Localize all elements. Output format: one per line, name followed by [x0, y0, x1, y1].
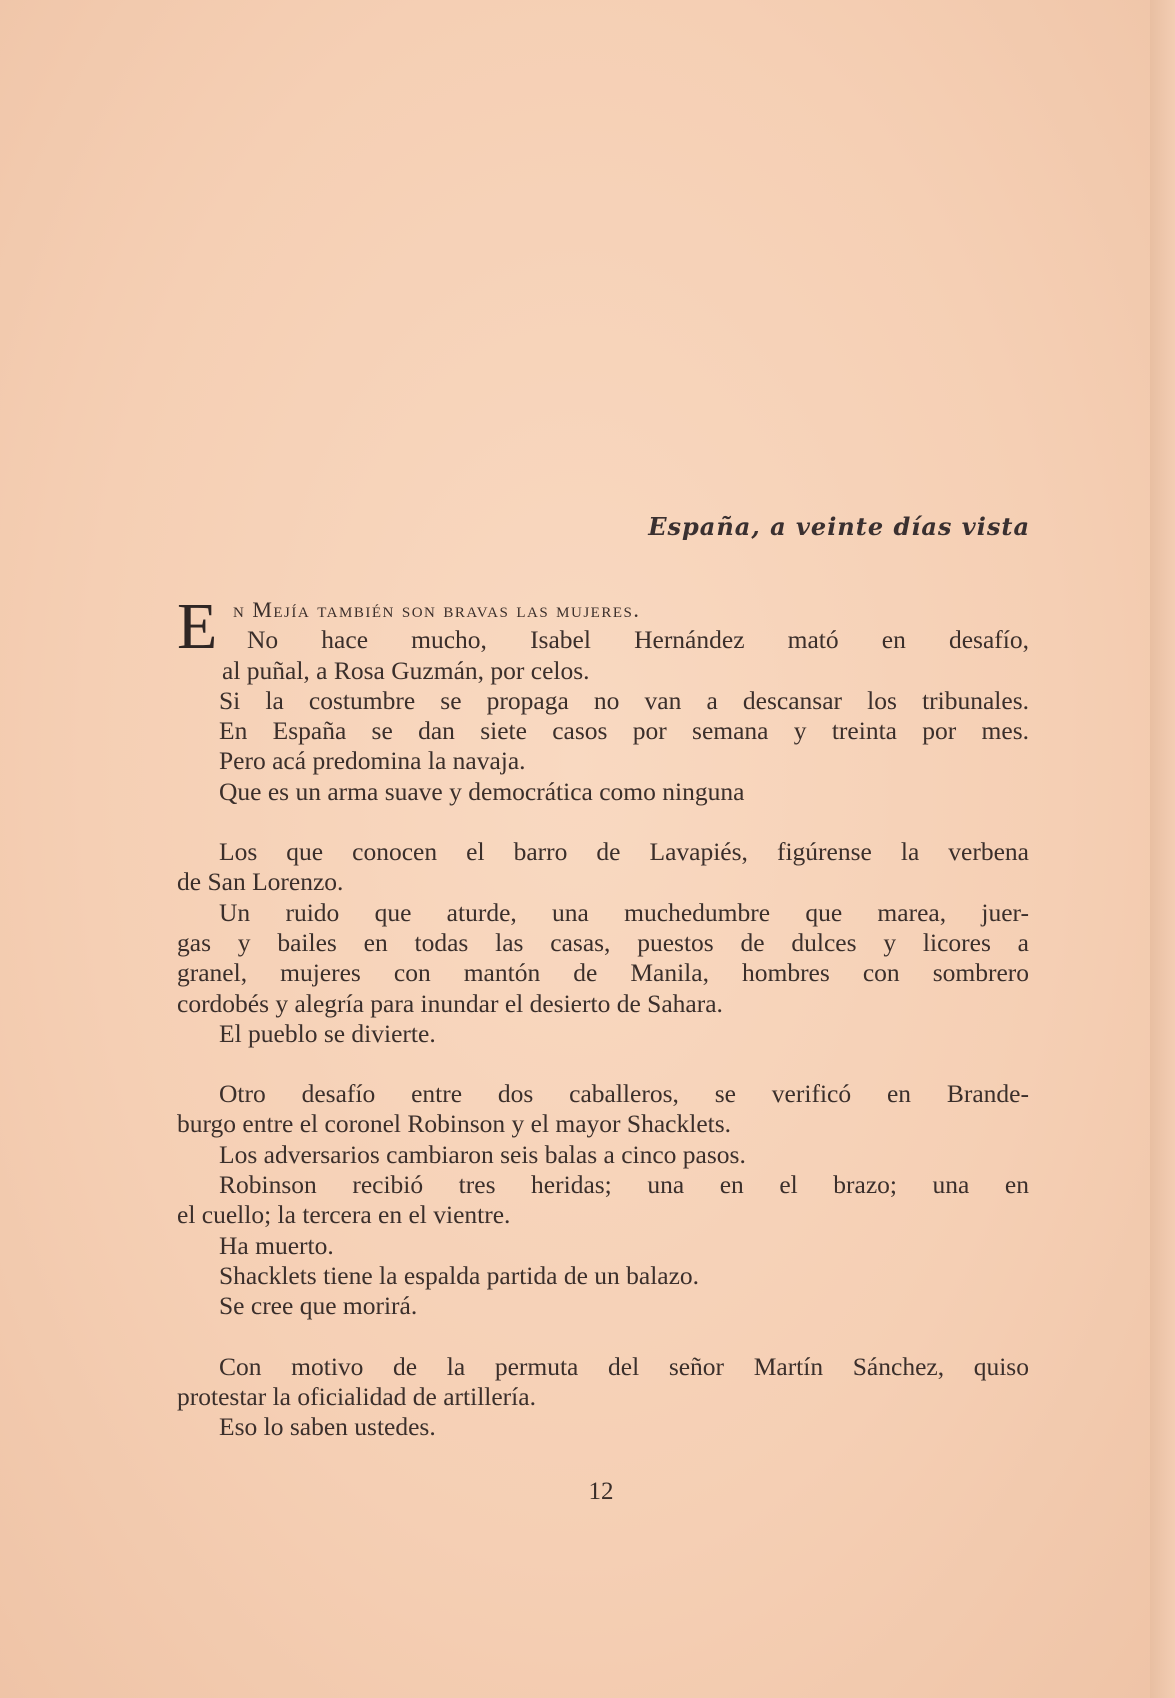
drop-cap: E	[177, 590, 218, 663]
paragraph-gap	[177, 807, 1029, 837]
text-line: En España se dan siete casos por semana y treinta por mes.	[219, 716, 1029, 746]
running-head: España, a veinte días vista	[648, 512, 1030, 541]
text-line: gas y bailes en todas las casas, puestos de dulces y licores a	[177, 927, 1029, 957]
text-line: Los adversarios cambiaron seis balas a cinco pasos.	[219, 1139, 746, 1169]
text-line: Pero acá predomina la navaja.	[219, 746, 526, 776]
text-line: al puñal, a Rosa Guzmán, por celos.	[222, 655, 590, 685]
body-text	[177, 590, 1029, 1442]
paragraph-gap	[177, 1049, 1029, 1079]
text-line: Con motivo de la permuta del señor Martín Sánchez, quiso	[219, 1351, 1029, 1381]
text-line: protestar la oficialidad de artillería.	[177, 1381, 536, 1411]
page-edge	[1150, 0, 1175, 1698]
text-line: Que es un arma suave y democrática como ninguna	[219, 776, 745, 806]
text-line: granel, mujeres con mantón de Manila, hombres con sombrero	[177, 958, 1029, 988]
text-line: n Mejía también son bravas las mujeres.	[233, 597, 641, 622]
text-line: Ha muerto.	[219, 1230, 334, 1260]
text-line: cordobés y alegría para inundar el desierto de Sahara.	[177, 988, 723, 1018]
page-number: 12	[588, 1478, 614, 1505]
text-line: Robinson recibió tres heridas; una en el brazo; una en	[219, 1170, 1029, 1200]
text-line: de San Lorenzo.	[177, 867, 344, 897]
text-line: el cuello; la tercera en el vientre.	[177, 1200, 511, 1230]
text-line: Otro desafío entre dos caballeros, se verificó en Brande-	[219, 1079, 1029, 1109]
text-line: No hace mucho, Isabel Hernández mató en desafío,	[247, 625, 1029, 655]
text-line: Los que conocen el barro de Lavapiés, figúrense la verbena	[219, 837, 1029, 867]
text-line: Shacklets tiene la espalda partida de un balazo.	[219, 1260, 700, 1290]
text-line: burgo entre el coronel Robinson y el mayor Shacklets.	[177, 1109, 732, 1139]
text-line: Se cree que morirá.	[219, 1291, 418, 1321]
text-line: Eso lo saben ustedes.	[219, 1412, 436, 1442]
text-line: Un ruido que aturde, una muchedumbre que marea, juer-	[219, 897, 1029, 927]
paragraph-gap	[177, 1322, 1029, 1352]
paragraph-1	[177, 590, 1029, 663]
text-line: Si la costumbre se propaga no van a descansar los tribunales.	[219, 685, 1029, 715]
text-line: El pueblo se divierte.	[219, 1018, 436, 1048]
